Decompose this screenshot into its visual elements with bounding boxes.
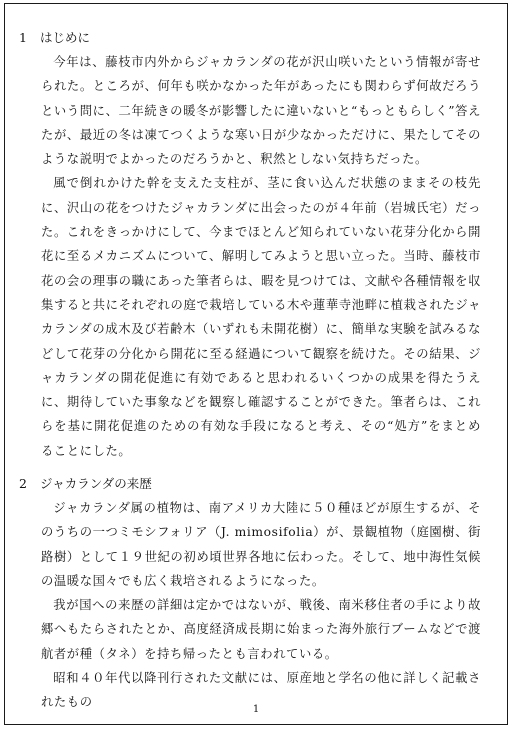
section-heading-introduction: [19, 30, 90, 46]
section-title: はじめに: [40, 30, 91, 45]
section-title: ジャカランダの来歴: [40, 476, 152, 491]
document-page: [4, 3, 508, 725]
body-paragraph: 昭和４０年代以降刊行された文献には、原産地と学名の他に詳しく記載されたもの: [41, 671, 481, 710]
section-body-history: [41, 496, 481, 715]
body-paragraph: 今年は、藤枝市内外からジャカランダの花が沢山咲いたという情報が寄せられた。ところが、何年も咲かなかった年があったにも関わらず何故だろうという問に、二年続きの暖冬が影響したに違いないと“もっともらしく”答えたが、最近の冬は凍てつくような寒い日が少なかっただけに、果たしてそのような説明でよかったのだろうかと、釈然としない気持ちだった。: [41, 55, 481, 167]
body-paragraph: ジャカランダ属の植物は、南アメリカ大陸に５０種ほどが原生するが、そのうちの一つミモシフォリア（J. mimosifolia）が、景観植物（庭園樹、街路樹）として１９世紀の初め頃世界各地に伝わった。そして、地中海性気候の温暖な国々でも広く栽培されるようになった。: [41, 501, 481, 588]
section-number: 2: [19, 476, 27, 491]
section-heading-history: [19, 476, 152, 492]
page-number: 1: [252, 704, 260, 715]
body-paragraph: 我が国への来歴の詳細は定かではないが、戦後、南米移住者の手により故郷へもたらされたとか、高度経済成長期に始まった海外旅行ブームなどで渡航者が種（タネ）を持ち帰ったとも言われている。: [41, 598, 481, 661]
section-body-introduction: [41, 50, 481, 463]
body-paragraph: 風で倒れかけた幹を支えた支柱が、茎に食い込んだ状態のままその枝先に、沢山の花をつけたジャカランダに出会ったのが４年前（岩城氏宅）だった。これをきっかけにして、今までほとんど知られていない花芽分化から開花に至るメカニズムについて、解明してみようと思い立った。当時、藤枝市花の会の理事の職にあった筆者らは、暇を見つけては、文献や各種情報を収集すると共にそれぞれの庭で栽培している木や蓮華寺池畔に植栽されたジャカランダの成木及び若齢木（いずれも未開花樹）に、簡単な実験を試みるなどして花芽の分化から開花に至る経過について観察を続けた。その結果、ジャカランダの開花促進に有効であると思われるいくつかの成果を得たうえに、期待していた事象などを観察し確認することができた。筆者らは、これらを基に開花促進のための有効な手段になると考え、その“処方”をまとめることにした。: [41, 176, 481, 458]
section-number: 1: [19, 30, 27, 45]
